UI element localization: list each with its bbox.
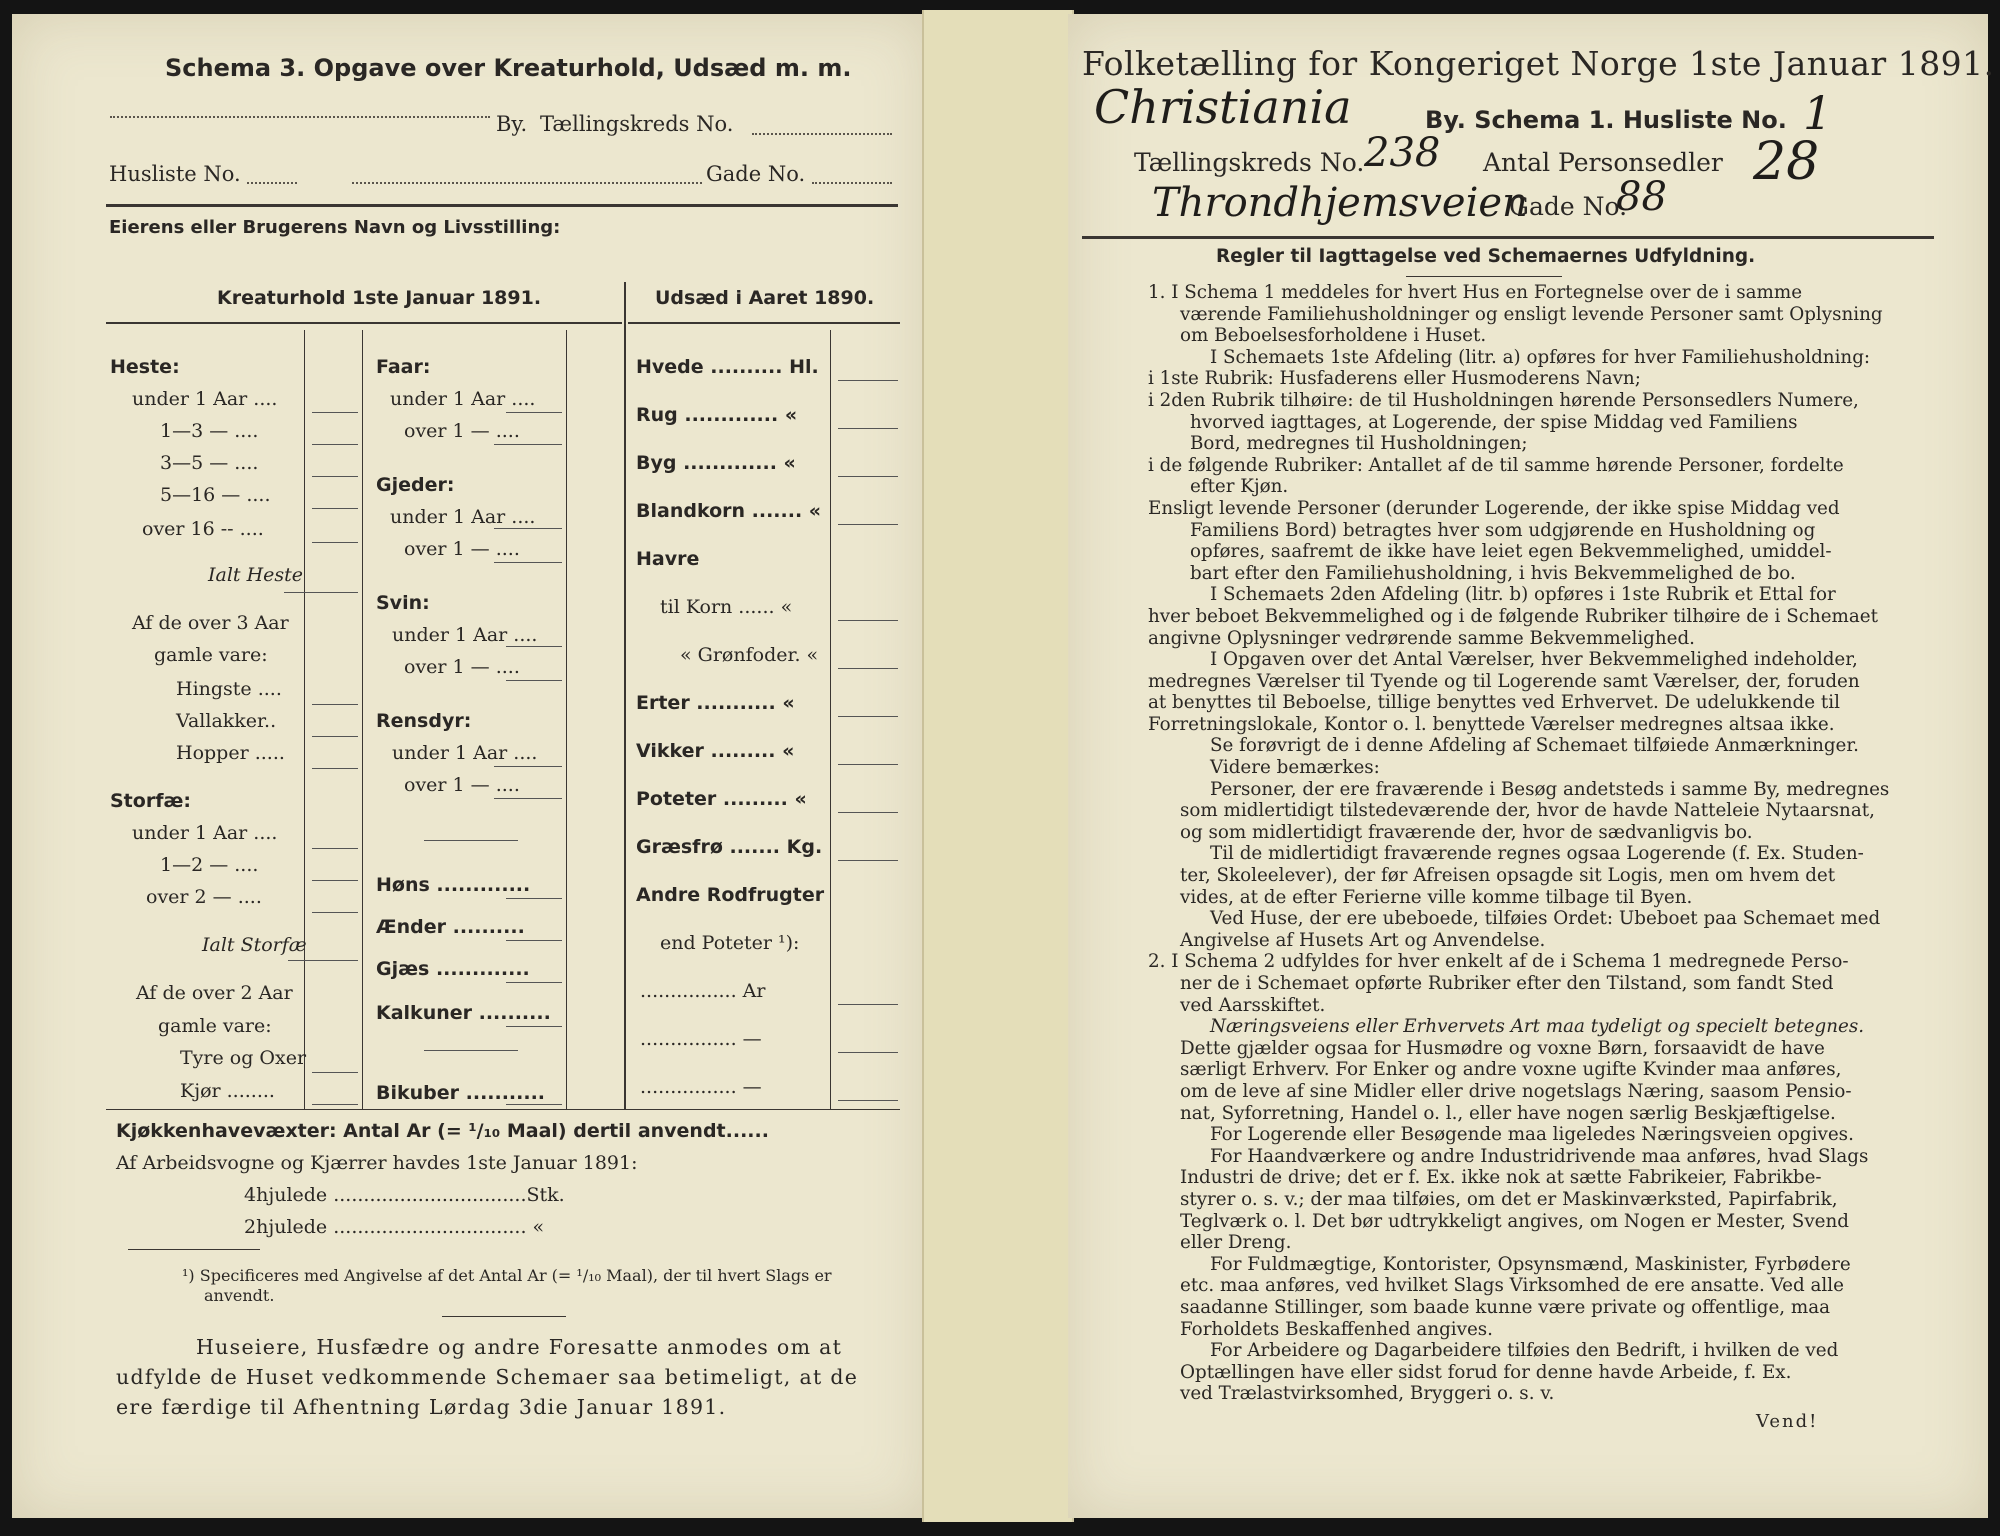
rule-line: bart efter den Familiehusholdning, i hvis Bekvemmelighed de bo. (1190, 562, 1796, 584)
havre-gronfoder-label: « Grønfoder. « (680, 644, 819, 666)
rule-line: som midlertidigt tilstedeværende der, hvor de havde Natteleie Nytaarsnat, (1180, 800, 1875, 822)
rule-line: Industri de drive; det er f. Ex. ikke nok at sætte Fabrikeier, Fabrikbe- (1180, 1167, 1822, 1189)
antal-label: Antal Personsedler (1483, 148, 1723, 177)
havre-korn-label: til Korn ...... « (660, 596, 793, 618)
rule-line: at benyttes til Beboelse, tillige benyttes ved Erhvervet. De udelukkende til (1148, 692, 1840, 714)
rule-line: særligt Erhverv. For Enker og andre voxne ugifte Kvinder maa anføres, (1180, 1059, 1842, 1081)
gjeder-row: over 1 — .... (404, 538, 520, 560)
rule-line: efter Kjøn. (1190, 476, 1289, 498)
rule-line: om Beboelsesforholdene i Huset. (1180, 325, 1487, 347)
husliste-line (247, 182, 297, 184)
rule-line: styrer o. s. v.; der maa tilføies, om det er Maskinværksted, Papirfabrik, (1180, 1188, 1838, 1210)
graesfro-label: Græsfrø ....... Kg. (636, 836, 823, 858)
storfae-sub-row: Tyre og Oxer (180, 1047, 307, 1069)
rule-line: I Opgaven over det Antal Værelser, hver Bekvemmelighed indeholder, (1210, 649, 1858, 671)
havre-label: Havre (636, 548, 700, 570)
gade-line (812, 182, 892, 184)
faar-row: under 1 Aar .... (390, 388, 536, 410)
col-rule (362, 330, 363, 1110)
hvede-label: Hvede .......... Hl. (636, 356, 819, 378)
storfae-sub-row: Kjør ........ (180, 1080, 275, 1102)
storfae-sub-title: Af de over 2 Aar (136, 982, 293, 1004)
rule-line: Forholdets Beskaffenhed angives. (1180, 1318, 1493, 1340)
rug-label: Rug ............. « (636, 404, 798, 426)
schema-3-title: Schema 3. Opgave over Kreaturhold, Udsæd m. m. (165, 54, 852, 82)
footnote-rule (128, 1249, 260, 1250)
andre-rodfrugter-sub: end Poteter ¹): (660, 932, 800, 954)
rule-line: Dette gjælder ogsaa for Husmødre og voxne Børn, forsaavidt de have (1180, 1037, 1825, 1059)
rule-line: Personer, der ere fraværende i Besøg andetsteds i samme By, medregnes (1210, 778, 1890, 800)
rule-line: Optællingen have eller sidst forud for denne havde Arbeide, f. Ex. (1180, 1361, 1792, 1383)
gjaes-label: Gjæs ............. (376, 958, 530, 980)
kreds-handwriting: 238 (1364, 130, 1441, 176)
byg-label: Byg ............. « (636, 452, 796, 474)
rule-line: i de følgende Rubriker: Antallet af de til samme hørende Personer, fordelte (1148, 454, 1844, 476)
heste-row: under 1 Aar .... (132, 388, 278, 410)
rule-line: vides, at de efter Ferierne ville komme tilbage til Byen. (1180, 886, 1693, 908)
rules-text (1148, 282, 1934, 1405)
gade-label: Gade No. (706, 162, 806, 186)
heste-total: Ialt Heste (208, 564, 304, 586)
rule-line: nat, Syforretning, Handel o. l., eller have nogen særlig Beskjæftigelse. (1180, 1102, 1836, 1124)
svin-title: Svin: (376, 592, 430, 614)
storfae-sub-title: gamle vare: (158, 1015, 272, 1037)
dash-line: ................ — (640, 1076, 762, 1098)
erter-label: Erter ........... « (636, 692, 795, 714)
svin-row: over 1 — .... (404, 656, 520, 678)
rule-line: saadanne Stillinger, som baade kunne være private og offentlige, maa (1180, 1296, 1831, 1318)
gade-handwriting: 88 (1616, 174, 1667, 220)
kalkuner-label: Kalkuner .......... (376, 1002, 551, 1024)
aender-label: Ænder .......... (376, 916, 525, 938)
census-title: Folketælling for Kongeriget Norge 1ste Januar 1891. (1082, 44, 1995, 83)
heste-row: 5—16 — .... (160, 484, 271, 506)
kreds-line (752, 133, 892, 135)
kreds-label: Tællingskreds No. (1134, 148, 1365, 177)
tohjulede-line: 2hjulede ................................ « (244, 1216, 545, 1238)
poteter-label: Poteter ......... « (636, 788, 807, 810)
notice-line: Huseiere, Husfædre og andre Foresatte anmodes om at (196, 1335, 843, 1359)
name-line (352, 182, 702, 184)
table-bottom-rule (106, 1109, 900, 1110)
rule-line: hvorved iagttages, at Logerende, der spise Middag ved Familiens (1190, 411, 1798, 433)
left-page (12, 14, 927, 1518)
husliste-handwriting: 1 (1803, 86, 1833, 140)
notice-line: ere færdige til Afhentning Lørdag 3die Januar 1891. (116, 1395, 727, 1419)
rensdyr-title: Rensdyr: (376, 710, 472, 732)
dash-line: ................ — (640, 1028, 762, 1050)
rule-line: 1. I Schema 1 meddeles for hvert Hus en Fortegnelse over de i samme (1148, 282, 1803, 303)
vend-label: Vend! (1756, 1411, 1819, 1432)
rule-line: Ved Huse, der ere ubeboede, tilføies Ordet: Ubeboet paa Schemaet med (1210, 908, 1881, 930)
heste-sub-title: gamle vare: (154, 644, 268, 666)
rule-line: I Schemaets 1ste Afdeling (litr. a) opføres for hver Familiehusholdning: (1210, 346, 1871, 368)
col-rule (304, 330, 305, 1110)
rule-line: Ensligt levende Personer (derunder Logerende, der ikke spise Middag ved (1148, 497, 1840, 519)
svin-row: under 1 Aar .... (392, 624, 538, 646)
gjeder-title: Gjeder: (376, 474, 455, 496)
rule-line: For Arbeidere og Dagarbeidere tilføies den Bedrift, i hvilken de ved (1210, 1340, 1839, 1362)
right-page (1068, 14, 1995, 1518)
rule-line: ter, Skoleelever), der før Afreisen opsagde sit Logis, men om hvem det (1180, 865, 1836, 887)
rule-line: 2. I Schema 2 udfyldes for hver enkelt af de i Schema 1 medregnede Perso- (1148, 951, 1849, 973)
street-handwriting: Throndhjemsveien (1152, 180, 1528, 226)
rule-line: Videre bemærkes: (1210, 757, 1380, 779)
rule-line: værende Familiehusholdninger og ensligt levende Personer samt Oplysning (1180, 303, 1883, 325)
kreatur-header: Kreaturhold 1ste Januar 1891. (217, 287, 542, 309)
vikker-label: Vikker ......... « (636, 740, 795, 762)
rule-line: Angivelse af Husets Art og Anvendelse. (1180, 929, 1546, 951)
rule-line: om de leve af sine Midler eller drive nogetslags Næring, saasom Pensio- (1180, 1080, 1852, 1102)
rule-line: For Fuldmægtige, Kontorister, Opsynsmænd, Maskinister, Fyrbødere (1210, 1253, 1851, 1275)
storfae-row: under 1 Aar .... (132, 822, 278, 844)
heste-sub-row: Hopper ..... (176, 742, 285, 764)
rule-line: Se forøvrigt de i denne Afdeling af Schemaet tilføiede Anmærkninger. (1210, 735, 1859, 757)
col-rule (830, 330, 831, 1110)
rule-line: hver beboet Bekvemmelighed og i de følgende Rubriker tilhøire de i Schemaet (1148, 605, 1878, 627)
notice (116, 1332, 916, 1422)
rule-line: Familiens Bord) betragtes hver som udgjørende en Husholdning og (1190, 519, 1816, 541)
storfae-title: Storfæ: (110, 790, 191, 812)
footnote: ¹) Specificeres med Angivelse af det Antal Ar (= ¹/₁₀ Maal), der til hvert Slags er (182, 1266, 832, 1285)
heste-row: 3—5 — .... (160, 452, 259, 474)
heste-row: 1—3 — .... (160, 420, 259, 442)
rule-line: etc. maa anføres, ved hvilket Slags Virksomhed de ere ansatte. Ved alle (1180, 1275, 1844, 1297)
city-handwriting: Christiania (1094, 80, 1352, 134)
by-label: By. (496, 112, 528, 136)
section-divider (624, 282, 626, 1110)
antal-handwriting: 28 (1753, 132, 1820, 192)
gade-label: Gade No. (1509, 192, 1628, 221)
by-line (110, 116, 490, 118)
rule-line: I Schemaets 2den Afdeling (litr. b) opføres i 1ste Rubrik et Ettal for (1210, 584, 1836, 606)
arbeids-line: Af Arbeidsvogne og Kjærrer havdes 1ste Januar 1891: (116, 1152, 638, 1174)
bikuber-label: Bikuber ........... (376, 1082, 546, 1104)
rule-line: Til de midlertidigt fraværende regnes ogsaa Logerende (f. Ex. Studen- (1210, 843, 1864, 865)
heste-sub-row: Hingste .... (176, 678, 282, 700)
col-rule (566, 330, 567, 1110)
firehjulede-line: 4hjulede ................................Stk. (244, 1184, 565, 1206)
rule-line: opføres, saafremt de ikke have leiet egen Bekvemmelighed, umiddel- (1190, 541, 1832, 563)
rule-line: medregnes Værelser til Tyende og til Logerende samt Værelser, der, foruden (1148, 670, 1860, 692)
rules-title: Regler til Iagttagelse ved Schemaernes Udfyldning. (1216, 246, 1756, 267)
rule-line: angivne Oplysninger vedrørende samme Bekvemmelighed. (1148, 627, 1695, 649)
hons-label: Høns ............. (376, 874, 531, 896)
heste-sub-row: Vallakker.. (176, 710, 277, 732)
rule-line: Forretningslokale, Kontor o. l. benyttede Værelser medregnes altsaa ikke. (1148, 713, 1835, 735)
heste-title: Heste: (110, 356, 180, 378)
gjeder-row: under 1 Aar .... (390, 506, 536, 528)
rule-line: Næringsveiens eller Erhvervets Art maa tydeligt og specielt betegnes. (1210, 1016, 1865, 1038)
rule-line: Bord, medregnes til Husholdningen; (1190, 433, 1528, 455)
kreatur-rule (106, 322, 622, 324)
husliste-label: Husliste No. (109, 162, 241, 186)
rensdyr-row: under 1 Aar .... (392, 742, 538, 764)
rule-line: og som midlertidigt fraværende der, hvor de sædvanligvis bo. (1180, 821, 1753, 843)
rules-title-rule (1406, 276, 1562, 277)
rule-line: i 1ste Rubrik: Husfaderens eller Husmoderens Navn; (1148, 368, 1641, 390)
heste-sub-title: Af de over 3 Aar (132, 612, 289, 634)
kreds-label: Tællingskreds No. (540, 112, 734, 136)
rule-line: For Haandværkere og andre Industridrivende maa anføres, hvad Slags (1210, 1145, 1869, 1167)
faar-title: Faar: (376, 356, 431, 378)
rule-line: eller Dreng. (1180, 1232, 1292, 1254)
kjokken-text: Kjøkkenhavevæxter: Antal Ar (= ¹/₁₀ Maal) dertil anvendt...... (116, 1120, 769, 1142)
ar-line: ................ Ar (640, 980, 766, 1002)
storfae-row: 1—2 — .... (160, 854, 259, 876)
schema-1-label: By. Schema 1. Husliste No. (1425, 106, 1787, 134)
blandkorn-label: Blandkorn ....... « (636, 500, 822, 522)
heste-row: over 16 -- .... (142, 518, 264, 540)
kjokken-line (116, 1120, 769, 1142)
owner-label: Eierens eller Brugerens Navn og Livsstilling: (109, 217, 561, 238)
udsaed-rule (628, 322, 900, 324)
header-rule (1082, 236, 1934, 239)
storfae-row: over 2 — .... (146, 886, 262, 908)
notice-line: udfylde de Huset vedkommende Schemaer saa betimeligt, at de (116, 1365, 859, 1389)
footnote: anvendt. (204, 1286, 275, 1305)
udsaed-header: Udsæd i Aaret 1890. (655, 287, 875, 309)
faar-row: over 1 — .... (404, 420, 520, 442)
rule-line: ner de i Schemaet opførte Rubriker efter den Tilstand, som fandt Sted (1180, 973, 1834, 994)
rule-line: ved Trælastvirksomhed, Bryggeri o. s. v. (1180, 1383, 1555, 1405)
rule-line: Teglværk o. l. Det bør udtrykkeligt angives, om Nogen er Mester, Svend (1180, 1210, 1849, 1232)
notice-rule (442, 1316, 566, 1317)
header-rule (106, 204, 898, 207)
andre-rodfrugter-label: Andre Rodfrugter (636, 884, 825, 906)
binding-gutter (922, 10, 1074, 1522)
rule-line: ved Aarsskiftet. (1180, 994, 1326, 1016)
storfae-total: Ialt Storfæ (202, 934, 307, 956)
rule-line: i 2den Rubrik tilhøire: de til Husholdningen hørende Personsedlers Numere, (1148, 389, 1859, 411)
rensdyr-row: over 1 — .... (404, 774, 520, 796)
rule-line: For Logerende eller Besøgende maa ligeledes Næringsveien opgives. (1210, 1124, 1854, 1146)
